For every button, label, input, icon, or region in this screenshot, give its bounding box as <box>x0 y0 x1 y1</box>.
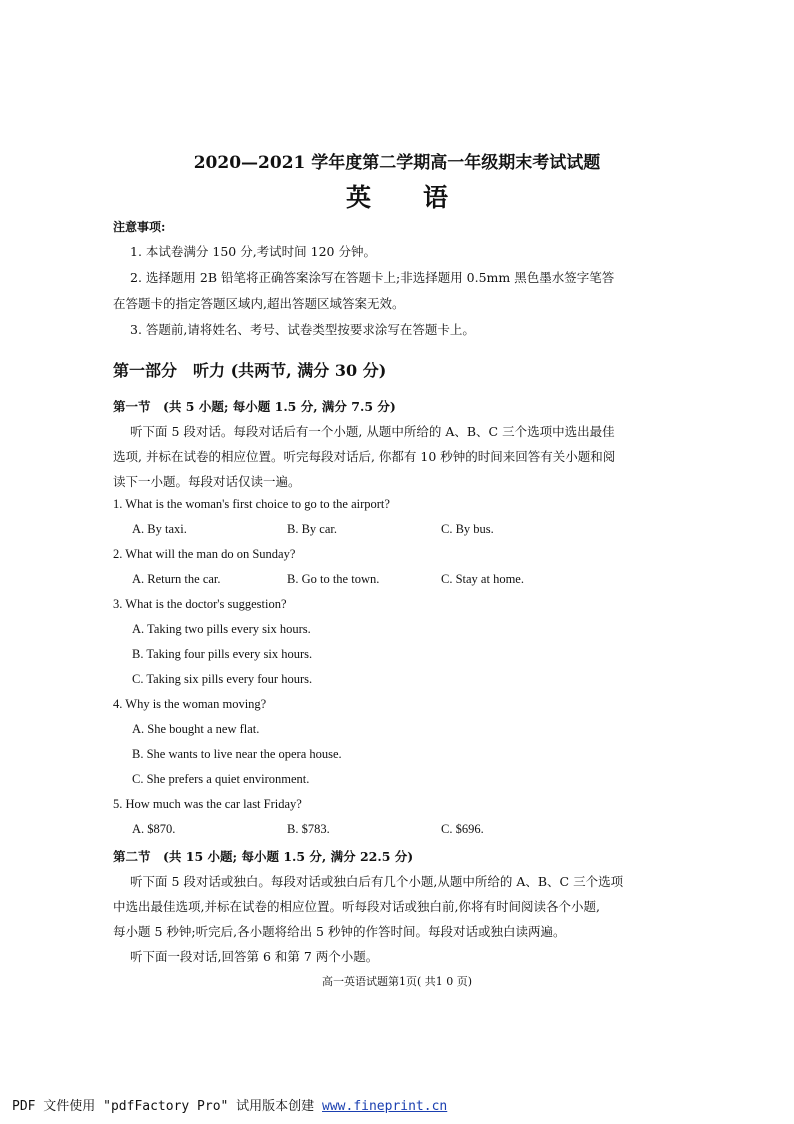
notice-heading: 注意事项: <box>113 220 166 234</box>
question-option: A. She bought a new flat. <box>132 722 260 736</box>
question-option: A. By taxi. <box>132 522 187 536</box>
question-stem: 4. Why is the woman moving? <box>113 697 267 711</box>
question-option: B. She wants to live near the opera house. <box>132 747 342 761</box>
exam-title: 2020—2021 学年度第二学期高一年级期末考试试题 <box>193 153 601 173</box>
section2-instruction: 听下面 5 段对话或独白。每段对话或独白后有几个小题,从题中所给的 A、B、C 三个选项 <box>130 874 624 889</box>
question-option: A. Return the car. <box>132 572 221 586</box>
fineprint-link[interactable]: www.fineprint.cn <box>322 1099 448 1114</box>
question-option: B. Go to the town. <box>287 572 380 586</box>
section2-instruction: 听下面一段对话,回答第 6 和第 7 两个小题。 <box>130 949 379 964</box>
question-option: B. By car. <box>287 522 337 536</box>
section1-instruction: 选项, 并标在试卷的相应位置。听完每段对话后, 你都有 10 秒钟的时间来回答有关小题和阅 <box>113 449 616 464</box>
question-option: A. Taking two pills every six hours. <box>132 622 311 636</box>
question-option: C. $696. <box>441 822 484 836</box>
notice-item: 3. 答题前,请将姓名、考号、试卷类型按要求涂写在答题卡上。 <box>130 322 475 337</box>
question-stem: 2. What will the man do on Sunday? <box>113 547 296 561</box>
subject-title: 英语 <box>345 183 500 212</box>
question-option: C. By bus. <box>441 522 494 536</box>
section2-instruction: 每小题 5 秒钟;听完后,各小题将给出 5 秒钟的作答时间。每段对话或独白读两遍。 <box>113 924 566 939</box>
notice-item: 在答题卡的指定答题区域内,超出答题区域答案无效。 <box>113 296 405 311</box>
question-option: B. Taking four pills every six hours. <box>132 647 313 661</box>
question-option: C. She prefers a quiet environment. <box>132 772 310 786</box>
section2-title: 第二节 (共 15 小题; 每小题 1.5 分, 满分 22.5 分) <box>113 849 414 864</box>
question-option: B. $783. <box>287 822 330 836</box>
pdf-footer-text: PDF 文件使用 "pdfFactory Pro" 试用版本创建 <box>12 1099 323 1114</box>
question-stem: 3. What is the doctor's suggestion? <box>113 597 287 611</box>
question-stem: 5. How much was the car last Friday? <box>113 797 302 811</box>
part1-title: 第一部分 听力 (共两节, 满分 30 分) <box>113 361 387 380</box>
notice-item: 1. 本试卷满分 150 分,考试时间 120 分钟。 <box>130 244 376 259</box>
page-footer: 高一英语试题第1页( 共1 0 页) <box>321 975 473 988</box>
question-option: A. $870. <box>132 822 176 836</box>
section1-instruction: 听下面 5 段对话。每段对话后有一个小题, 从题中所给的 A、B、C 三个选项中选出最佳 <box>130 424 615 439</box>
section1-instruction: 读下一小题。每段对话仅读一遍。 <box>113 474 301 489</box>
pdf-footer <box>12 1095 447 1114</box>
notice-item: 2. 选择题用 2B 铅笔将正确答案涂写在答题卡上;非选择题用 0.5mm 黑色墨水签字笔答 <box>130 270 615 285</box>
section2-instruction: 中选出最佳选项,并标在试卷的相应位置。听每段对话或独白前,你将有时间阅读各个小题, <box>113 899 600 914</box>
question-stem: 1. What is the woman's first choice to go to the airport? <box>113 497 390 511</box>
section1-title: 第一节 (共 5 小题; 每小题 1.5 分, 满分 7.5 分) <box>113 399 396 414</box>
question-option: C. Taking six pills every four hours. <box>132 672 313 686</box>
question-option: C. Stay at home. <box>441 572 524 586</box>
